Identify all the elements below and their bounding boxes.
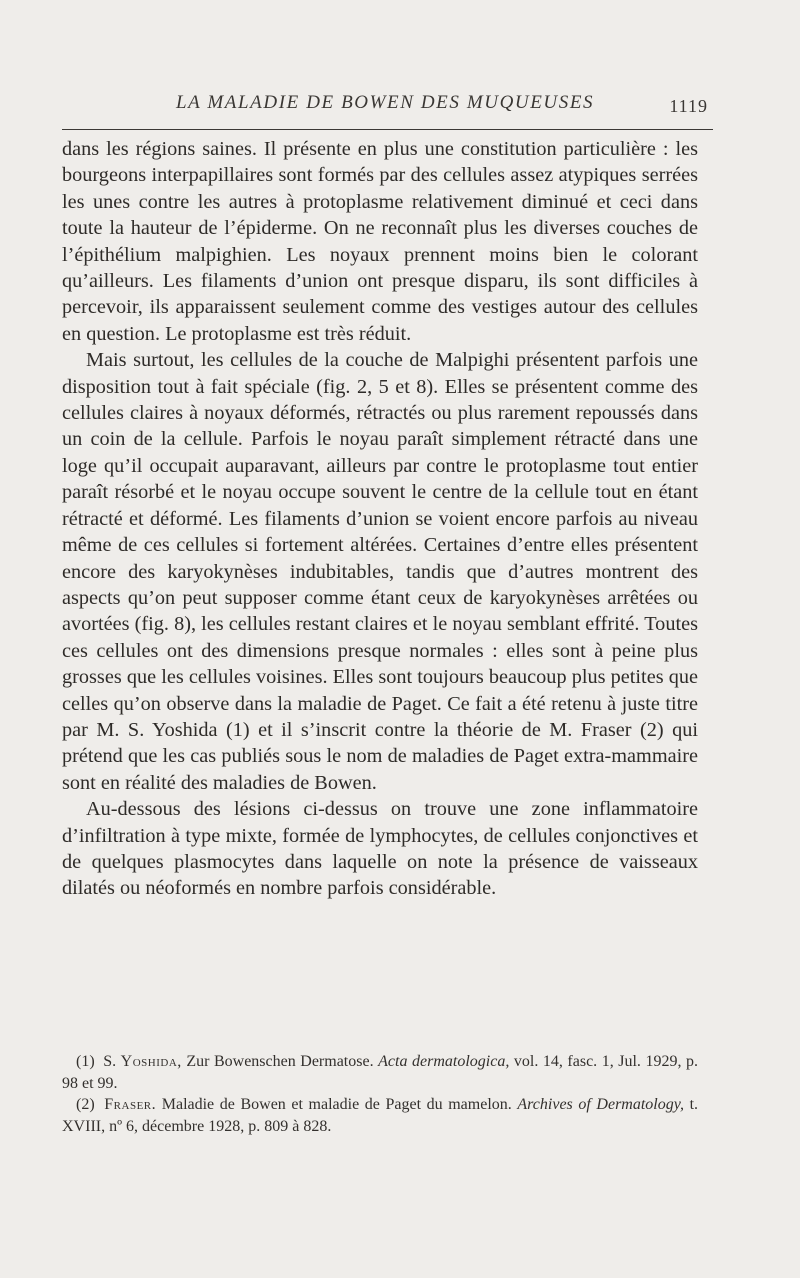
footnote-1-marker: (1): [76, 1053, 95, 1070]
footnote-2-details: t. XVIII, nº 6, décembre 1928, p. 809 à 828.: [62, 1096, 699, 1135]
footnote-1-author: Yoshida,: [120, 1053, 182, 1070]
footnote-1-title: Zur Bowenschen Dermatose.: [186, 1053, 374, 1070]
page-number: 1119: [669, 96, 708, 116]
paragraph-3: Au-dessous des lésions ci-dessus on trouve une zone inflammatoire d’infiltration à type mixte, formée de lymphocytes, de cellules conjonctives et de quelques plasmocytes dans laquelle on note la présence de vaisseaux dilatés ou néoformés en nombre parfois considérable.: [62, 798, 698, 900]
footnote-2-journal: Archives of Dermatology,: [517, 1096, 684, 1113]
body-text: [62, 136, 698, 902]
paragraph-2: Mais surtout, les cellules de la couche de Malpighi présentent parfois une disposition tout à fait spéciale (fig. 2, 5 et 8). Elles se présentent comme des cellules claires à noyaux déformés, rétractés ou plus rarement repoussés dans un coin de la cellule. Parfois le noyau paraît simplement rétracté dans une loge qu’il occupait auparavant, ailleurs par contre le protoplasme tout entier paraît résorbé et le noyau occupe souvent le centre de la cellule tout en étant rétracté et déformé. Les filaments d’union se voient encore parfois au niveau même de ces cellules si fortement altérées. Certaines d’entre elles présentent encore des karyokynèses indubitables, tandis que d’autres montrent des aspects qu’on peut supposer comme étant ceux de karyokynèses arrêtées ou avortées (fig. 8), les cellules restant claires et le noyau semblant effrité. Toutes ces cellules ont des dimensions presque normales : elles sont à peine plus grosses que les cellules voisines. Elles sont toujours beaucoup plus petites que celles qu’on observe dans la maladie de Paget. Ce fait a été retenu à juste titre par M. S. Yoshida (1) et il s’inscrit contre la théorie de M. Fraser (2) qui prétend que les cas publiés sous le nom de maladies de Paget extra-mammaire sont en réalité des maladies de Bowen.: [62, 349, 698, 794]
footnote-2-marker: (2): [76, 1096, 95, 1113]
footnote-1: [62, 1051, 698, 1094]
paragraph-1: dans les régions saines. Il présente en plus une constitution particulière : les bourgeons interpapillaires sont formés par des cellules assez atypiques serrées les unes contre les autres à protoplasme relativement diminué et ceci dans toute la hauteur de l’épiderme. On ne reconnaît plus les diverses couches de l’épithélium malpighien. Les noyaux prennent moins bien le colorant qu’ailleurs. Les filaments d’union ont presque disparu, ils sont difficiles à percevoir, ils apparaissent seulement comme des vestiges autour des cellules en question. Le protoplasme est très réduit.: [62, 138, 698, 345]
footnote-1-journal: Acta dermatologica,: [378, 1053, 510, 1070]
footnote-1-details: vol. 14, fasc. 1, Jul. 1929, p. 98 et 99.: [62, 1053, 699, 1092]
footnote-2-title: Maladie de Bowen et maladie de Paget du mamelon.: [161, 1096, 512, 1113]
page-header: [62, 88, 712, 118]
footnote-1-author-initial: S.: [103, 1053, 117, 1070]
footnote-2: [62, 1094, 698, 1137]
running-title: LA MALADIE DE BOWEN DES MUQUEUSES: [176, 92, 595, 113]
header-rule: [62, 129, 713, 130]
footnote-2-author: Fraser.: [104, 1096, 157, 1113]
footnotes: [62, 1051, 698, 1137]
